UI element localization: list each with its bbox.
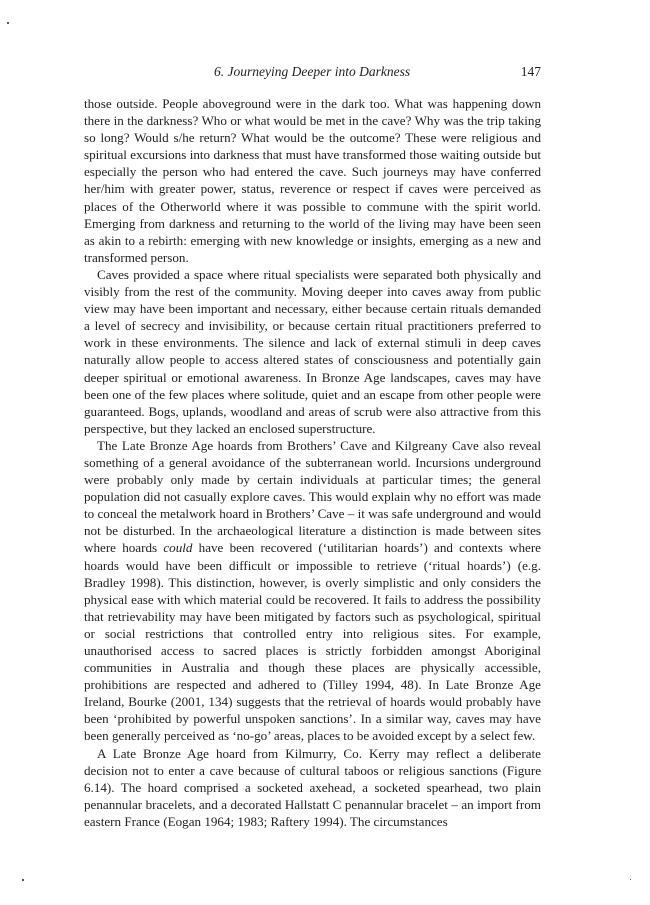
body-text xyxy=(84,95,541,830)
paragraph-text: have been recovered (‘utilitarian hoards’) and contexts where hoards would have been difficult or impossible to retrieve (‘ritual hoards’) (e.g. Bradley 1998). This distinction, however, is overly simplistic and only considers the physical ease with which material could be recovered. It fails to address the possibility that retrievability may have been mitigated by factors such as psychological, spiritual or social restrictions that controlled entry into religious sites. For example, unauthorised access to sacred places is strictly forbidden amongst Aboriginal communities in Australia and though these places are physically accessible, prohibitions are respected and adhered to (Tilley 1994, 48). In Late Bronze Age Ireland, Bourke (2001, 134) suggests that the retrieval of hoards would probably have been ‘prohibited by powerful unspoken sanctions’. In a similar way, caves may have been generally perceived as ‘no-go’ areas, places to be avoided except by a select few. xyxy=(84,540,541,744)
scan-speck xyxy=(630,879,631,880)
page-number: 147 xyxy=(520,64,541,79)
paragraph-continuation: those outside. People aboveground were in the dark too. What was happening down there in the darkness? Who or what would be met in the cave? Why was the trip taking so long? Would s/he return? What would be the outcome? These were religious and spiritual excursions into darkness that must have transformed those waiting outside but especially the person who had entered the cave. Such journeys may have conferred her/him with greater power, status, reverence or respect if caves were perceived as places of the Otherworld where it was possible to commune with the spirit world. Emerging from darkness and returning to the world of the living may have been seen as akin to a rebirth: emerging with new knowledge or insights, emerging as a new and transformed person. xyxy=(84,96,541,265)
paragraph-ritual-specialists: Caves provided a space where ritual specialists were separated both physically and visibly from the rest of the community. Moving deeper into caves away from public view may have been important and necessary, either because certain rituals demanded a level of secrecy and invisibility, or because certain ritual practitioners preferred to work in these environments. The silence and lack of external stimuli in deep caves naturally allow people to access altered states of consciousness and potentially gain deeper spiritual or emotional awareness. In Bronze Age landscapes, caves may have been one of the few places where solitude, quiet and an escape from other people were guaranteed. Bogs, uplands, woodland and areas of scrub were also attractive from this perspective, but they lacked an enclosed superstructure. xyxy=(84,266,541,436)
scan-speck xyxy=(7,22,9,24)
paragraph-text: The Late Bronze Age hoards from Brothers’ Cave and Kilgreany Cave also reveal something of a general avoidance of the subterranean world. Incursions underground were probably only made by certain individuals at particular times; the general population did not casually explore caves. This would explain why no effort was made to conceal the metalwork hoard in Brothers’ Cave – it was safe underground and would not be disturbed. In the archaeological literature a distinction is made between sites where hoards xyxy=(84,437,541,556)
page-header xyxy=(84,64,541,84)
paragraph-hoards-avoidance xyxy=(84,437,541,745)
paragraph-kilmurry-hoard: A Late Bronze Age hoard from Kilmurry, Co. Kerry may reflect a deliberate decision not to enter a cave because of cultural taboos or religious sanctions (Figure 6.14). The hoard comprised a socketed axehead, a socketed spearhead, two plain penannular bracelets, and a decorated Hallstatt C penannular bracelet – an import from eastern France (Eogan 1964; 1983; Raftery 1994). The circumstances xyxy=(84,745,541,829)
emphasis-word: could xyxy=(163,540,193,556)
running-head: 6. Journeying Deeper into Darkness xyxy=(214,64,411,79)
scan-speck xyxy=(22,879,24,881)
